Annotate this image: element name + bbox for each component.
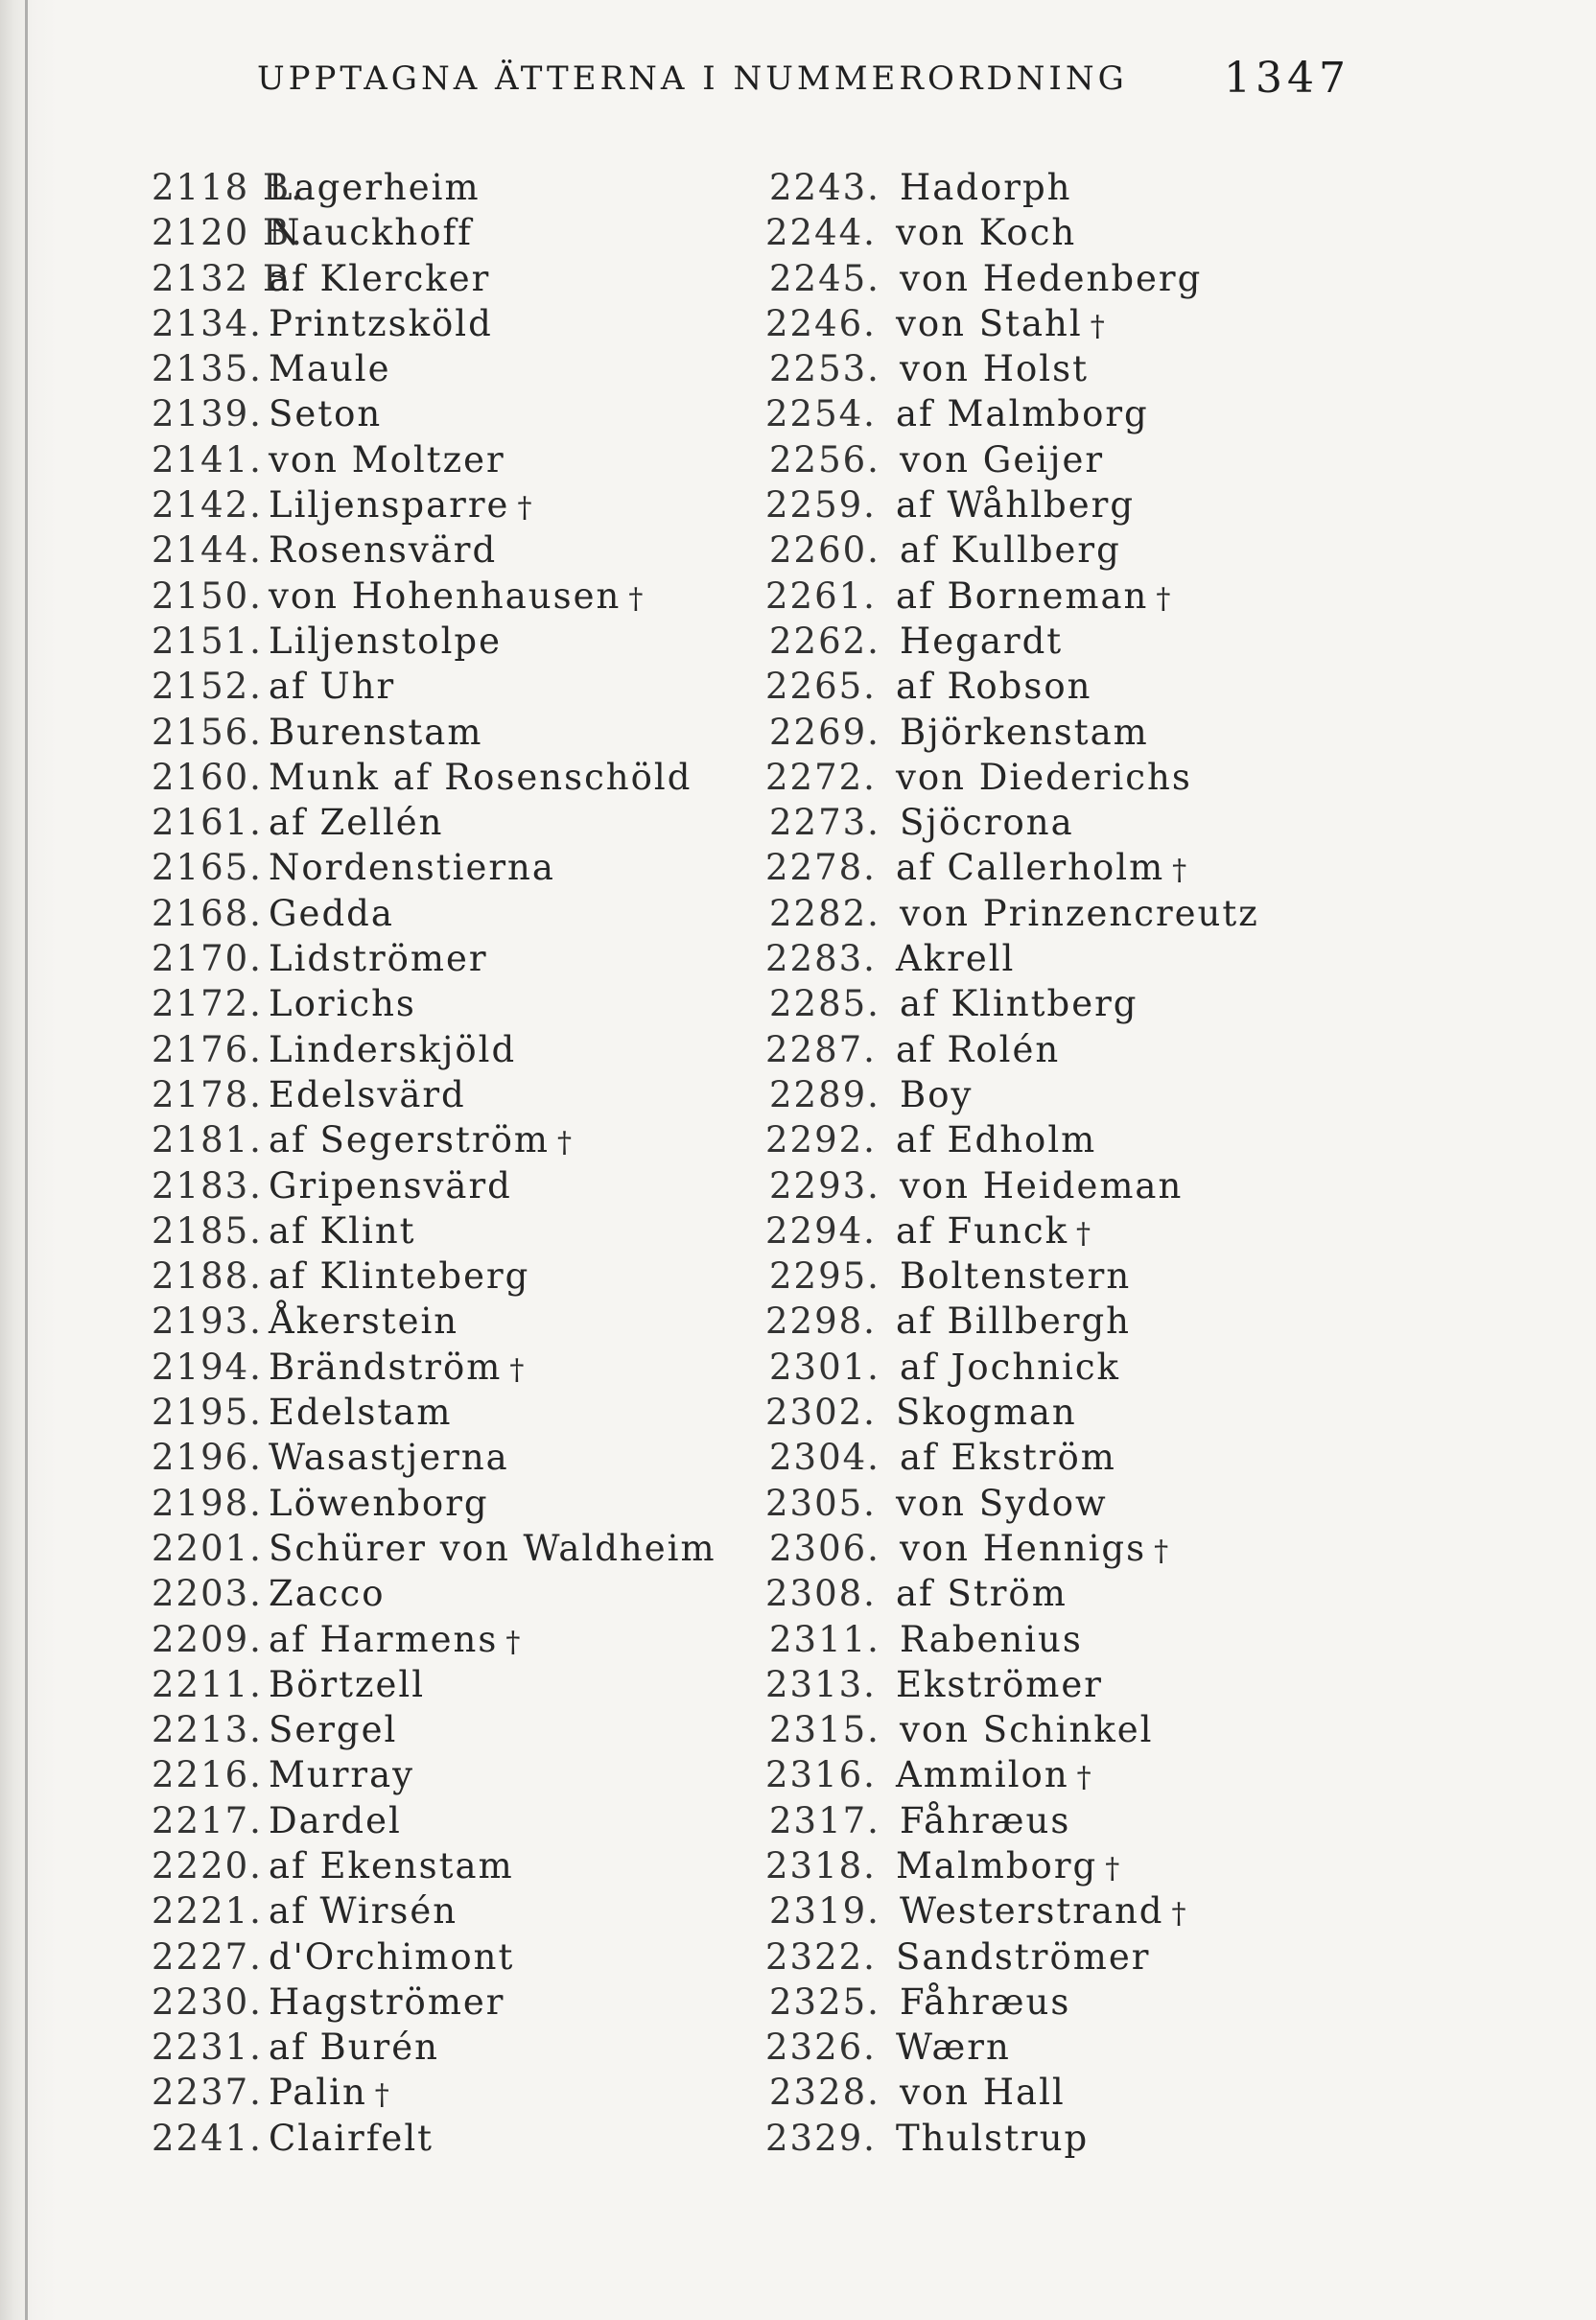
entry-number: 2217.	[152, 1799, 263, 1841]
entry-number: 2301.	[769, 1346, 880, 1388]
list-item	[152, 1117, 765, 1162]
entry-number: 2259.	[765, 484, 877, 527]
list-item	[765, 2070, 1303, 2115]
list-item	[765, 1390, 1303, 1435]
entry-number: 2170.	[152, 938, 263, 980]
extinct-dagger-icon: †	[1171, 1897, 1187, 1932]
entry-number: 2209.	[152, 1618, 263, 1660]
list-item	[765, 256, 1303, 301]
entry-name: af Klinteberg	[269, 1255, 530, 1298]
list-item	[765, 2116, 1303, 2161]
entry-number: 2194.	[152, 1346, 263, 1388]
entry-number: 2151.	[152, 620, 263, 662]
entry-name: af Robson	[896, 666, 1092, 708]
entry-name: von Hohenhausen	[269, 574, 622, 617]
entry-name: Munk af Rosenschöld	[269, 756, 692, 798]
entry-name: Ekströmer	[896, 1663, 1103, 1705]
extinct-dagger-icon: †	[1105, 1851, 1121, 1886]
list-item	[152, 1299, 765, 1344]
entry-number: 2203.	[152, 1573, 263, 1615]
entry-name: af Wåhlberg	[896, 484, 1136, 527]
list-item	[152, 1526, 765, 1571]
entry-number: 2326.	[765, 2027, 877, 2069]
extinct-dagger-icon: †	[517, 491, 533, 526]
page-header	[257, 54, 1350, 111]
entry-name: Zacco	[269, 1573, 386, 1615]
list-item	[765, 165, 1303, 210]
entry-number: 2142.	[152, 484, 263, 527]
entry-number: 2198.	[152, 1482, 263, 1524]
list-item	[765, 1072, 1303, 1117]
list-item	[765, 1752, 1303, 1797]
entry-number: 2141.	[152, 438, 263, 480]
entry-number: 2293.	[769, 1164, 880, 1207]
list-item	[765, 437, 1303, 482]
list-item	[152, 981, 765, 1026]
entry-name: Westerstrand	[900, 1890, 1164, 1933]
entry-number: 2221.	[152, 1890, 263, 1933]
entry-name: Malmborg	[896, 1844, 1098, 1886]
list-item	[765, 936, 1303, 981]
list-item	[765, 755, 1303, 800]
binding-line	[25, 0, 28, 2320]
entry-number: 2306.	[769, 1527, 880, 1569]
list-item	[765, 1798, 1303, 1843]
list-item	[152, 1571, 765, 1616]
list-item	[765, 1027, 1303, 1072]
list-item	[765, 1888, 1303, 1933]
extinct-dagger-icon: †	[628, 581, 645, 616]
entry-name: von Holst	[900, 348, 1090, 390]
list-item	[152, 845, 765, 890]
entry-number: 2265.	[765, 666, 877, 708]
list-item	[765, 1254, 1303, 1299]
entry-name: Palin	[269, 2072, 367, 2114]
entry-number: 2120 B.	[152, 212, 304, 254]
list-item	[765, 1208, 1303, 1254]
list-item	[765, 1707, 1303, 1752]
entry-number: 2317.	[769, 1799, 880, 1841]
entry-name: af Callerholm	[896, 847, 1165, 889]
entry-name: Sergel	[269, 1709, 398, 1751]
entry-name: Printzsköld	[269, 302, 493, 344]
list-item	[765, 1481, 1303, 1526]
entry-number: 2161.	[152, 802, 263, 844]
entry-name: Dardel	[269, 1799, 402, 1841]
list-item	[765, 2025, 1303, 2070]
entry-name: von Hennigs	[900, 1527, 1147, 1569]
entry-number: 2254.	[765, 393, 877, 435]
entry-number: 2292.	[765, 1119, 877, 1161]
entry-name: af Ström	[896, 1573, 1068, 1615]
entry-name: Lidströmer	[269, 938, 488, 980]
list-item	[765, 891, 1303, 936]
list-item	[152, 165, 765, 210]
entry-name: Sandströmer	[896, 1935, 1151, 1978]
list-item	[152, 391, 765, 436]
list-item	[152, 891, 765, 936]
entry-number: 2188.	[152, 1255, 263, 1298]
entry-name: Edelsvärd	[269, 1073, 466, 1115]
entry-name: af Klercker	[269, 257, 491, 299]
entry-number: 2295.	[769, 1255, 880, 1298]
entry-name: Nauckhoff	[269, 212, 473, 254]
entry-number: 2193.	[152, 1301, 263, 1343]
entry-number: 2302.	[765, 1392, 877, 1434]
entry-number: 2176.	[152, 1028, 263, 1070]
entry-name: Fåhræus	[900, 1799, 1071, 1841]
entry-name: von Prinzencreutz	[900, 892, 1259, 934]
entry-number: 2132 B.	[152, 257, 304, 299]
entry-number: 2261.	[765, 574, 877, 617]
entry-name: Wasastjerna	[269, 1437, 509, 1479]
entry-name: af Borneman	[896, 574, 1149, 617]
entry-name: Skogman	[896, 1392, 1077, 1434]
entry-number: 2152.	[152, 666, 263, 708]
entry-number: 2304.	[769, 1437, 880, 1479]
entry-name: Brändström	[269, 1346, 503, 1388]
entry-number: 2260.	[769, 529, 880, 572]
entry-name: af Klintberg	[900, 983, 1138, 1025]
entry-name: Boy	[900, 1073, 974, 1115]
list-item	[765, 210, 1303, 255]
entry-number: 2245.	[769, 257, 880, 299]
entry-number: 2144.	[152, 529, 263, 572]
entry-name: af Billbergh	[896, 1301, 1131, 1343]
entry-name: Gripensvärd	[269, 1164, 512, 1207]
entry-name: von Hall	[900, 2072, 1066, 2114]
right-column	[765, 165, 1303, 2161]
running-title: UPPTAGNA ÄTTERNA I NUMMERORDNING	[257, 59, 1128, 98]
list-item	[152, 1843, 765, 1888]
entry-number: 2269.	[769, 711, 880, 753]
entry-number: 2231.	[152, 2027, 263, 2069]
entry-name: Lorichs	[269, 983, 416, 1025]
list-item	[765, 845, 1303, 890]
list-item	[765, 664, 1303, 709]
entry-name: Rabenius	[900, 1618, 1083, 1660]
list-item	[152, 1435, 765, 1480]
entry-number: 2139.	[152, 393, 263, 435]
extinct-dagger-icon: †	[1090, 309, 1107, 343]
list-item	[152, 1390, 765, 1435]
list-item	[152, 2070, 765, 2115]
entry-number: 2287.	[765, 1028, 877, 1070]
list-item	[152, 301, 765, 346]
entry-number: 2318.	[765, 1844, 877, 1886]
entry-name: af Ekenstam	[269, 1844, 514, 1886]
entry-name: af Klint	[269, 1209, 416, 1252]
list-item	[765, 301, 1303, 346]
entry-number: 2241.	[152, 2117, 263, 2159]
list-item	[152, 664, 765, 709]
extinct-dagger-icon: †	[1172, 854, 1188, 888]
entry-name: von Stahl	[896, 302, 1083, 344]
list-item	[152, 1617, 765, 1662]
entry-name: Liljensparre	[269, 484, 510, 527]
entry-number: 2165.	[152, 847, 263, 889]
entry-name: Schürer von Waldheim	[269, 1527, 716, 1569]
entry-number: 2216.	[152, 1754, 263, 1796]
entry-number: 2316.	[765, 1754, 877, 1796]
list-item	[152, 1163, 765, 1208]
list-item	[765, 527, 1303, 573]
entry-number: 2272.	[765, 756, 877, 798]
entry-name: Murray	[269, 1754, 415, 1796]
list-item	[152, 1888, 765, 1933]
entry-number: 2315.	[769, 1709, 880, 1751]
entry-number: 2172.	[152, 983, 263, 1025]
list-item	[765, 1299, 1303, 1344]
entry-number: 2156.	[152, 711, 263, 753]
list-item	[765, 1163, 1303, 1208]
list-item	[152, 1208, 765, 1254]
entry-name: Boltenstern	[900, 1255, 1132, 1298]
entry-name: Björkenstam	[900, 711, 1149, 753]
list-item	[765, 1526, 1303, 1571]
entry-number: 2311.	[769, 1618, 880, 1660]
list-item	[765, 619, 1303, 664]
page-number: 1347	[1224, 54, 1350, 103]
list-item	[152, 936, 765, 981]
entry-number: 2237.	[152, 2072, 263, 2114]
entry-number: 2328.	[769, 2072, 880, 2114]
entry-number: 2256.	[769, 438, 880, 480]
entry-number: 2243.	[769, 167, 880, 208]
extinct-dagger-icon: †	[1076, 1761, 1093, 1795]
entry-name: Liljenstolpe	[269, 620, 502, 662]
entry-name: af Edholm	[896, 1119, 1097, 1161]
extinct-dagger-icon: †	[505, 1625, 522, 1659]
entry-name: Akrell	[896, 938, 1016, 980]
entry-name: d'Orchimont	[269, 1935, 515, 1978]
entry-name: af Malmborg	[896, 393, 1149, 435]
list-item	[152, 800, 765, 845]
list-item	[765, 981, 1303, 1026]
list-item	[152, 346, 765, 391]
list-item	[765, 1345, 1303, 1390]
entry-name: Hadorph	[900, 167, 1072, 208]
extinct-dagger-icon: †	[374, 2078, 391, 2113]
extinct-dagger-icon: †	[1076, 1216, 1092, 1251]
list-item	[765, 574, 1303, 619]
entry-name: Edelstam	[269, 1392, 453, 1434]
list-item	[152, 619, 765, 664]
entry-number: 2211.	[152, 1663, 263, 1705]
list-item	[765, 1571, 1303, 1616]
entry-name: Gedda	[269, 892, 394, 934]
list-item	[152, 1254, 765, 1299]
entry-number: 2244.	[765, 212, 877, 254]
entry-number: 2220.	[152, 1844, 263, 1886]
list-item	[152, 1980, 765, 2025]
entry-number: 2201.	[152, 1527, 263, 1569]
list-item	[152, 437, 765, 482]
entry-name: Nordenstierna	[269, 847, 555, 889]
entry-name: af Jochnick	[900, 1346, 1120, 1388]
entry-number: 2283.	[765, 938, 877, 980]
extinct-dagger-icon: †	[1156, 581, 1172, 616]
left-column	[152, 165, 765, 2161]
list-item	[152, 710, 765, 755]
list-item	[765, 1934, 1303, 1980]
entry-name: Ammilon	[896, 1754, 1069, 1796]
entry-name: af Kullberg	[900, 529, 1121, 572]
entry-name: Åkerstein	[269, 1301, 459, 1343]
list-item	[152, 527, 765, 573]
entry-name: af Funck	[896, 1209, 1068, 1252]
entry-number: 2253.	[769, 348, 880, 390]
list-item	[152, 755, 765, 800]
list-item	[765, 1117, 1303, 1162]
list-item	[765, 1662, 1303, 1707]
list-item	[152, 1707, 765, 1752]
entry-name: af Burén	[269, 2027, 439, 2069]
list-item	[152, 210, 765, 255]
entry-name: Burenstam	[269, 711, 483, 753]
entry-name: von Sydow	[896, 1482, 1108, 1524]
entry-name: Fåhræus	[900, 1980, 1071, 2023]
list-item	[765, 1843, 1303, 1888]
entry-number: 2213.	[152, 1709, 263, 1751]
entry-name: Hegardt	[900, 620, 1064, 662]
list-item	[152, 1662, 765, 1707]
list-item	[765, 1980, 1303, 2025]
entry-number: 2181.	[152, 1119, 263, 1161]
entry-name: Lagerheim	[269, 167, 481, 208]
entry-number: 2278.	[765, 847, 877, 889]
entry-number: 2273.	[769, 802, 880, 844]
entry-number: 2150.	[152, 574, 263, 617]
entry-number: 2319.	[769, 1890, 880, 1933]
list-item	[152, 1798, 765, 1843]
entry-name: Linderskjöld	[269, 1028, 517, 1070]
entry-name: af Uhr	[269, 666, 396, 708]
entry-number: 2298.	[765, 1301, 877, 1343]
entry-name: af Wirsén	[269, 1890, 458, 1933]
entry-name: Löwenborg	[269, 1482, 489, 1524]
entry-number: 2246.	[765, 302, 877, 344]
entry-name: Hagströmer	[269, 1980, 505, 2023]
entry-number: 2322.	[765, 1935, 877, 1978]
entry-number: 2329.	[765, 2117, 877, 2159]
entry-name: af Ekström	[900, 1437, 1116, 1479]
entry-name: Seton	[269, 393, 383, 435]
entry-number: 2183.	[152, 1164, 263, 1207]
list-item	[152, 1027, 765, 1072]
entry-number: 2134.	[152, 302, 263, 344]
binding-shadow	[0, 0, 58, 2320]
entry-number: 2262.	[769, 620, 880, 662]
entry-number: 2308.	[765, 1573, 877, 1615]
entry-number: 2118 B.	[152, 167, 304, 208]
list-item	[152, 1934, 765, 1980]
entry-name: von Schinkel	[900, 1709, 1154, 1751]
entry-number: 2178.	[152, 1073, 263, 1115]
list-item	[765, 710, 1303, 755]
entry-number: 2285.	[769, 983, 880, 1025]
list-item	[152, 256, 765, 301]
list-item	[152, 2116, 765, 2161]
entry-number: 2227.	[152, 1935, 263, 1978]
list-item	[765, 1435, 1303, 1480]
entry-name: af Harmens	[269, 1618, 499, 1660]
extinct-dagger-icon: †	[556, 1126, 574, 1160]
entry-name: von Geijer	[900, 438, 1105, 480]
entry-number: 2230.	[152, 1980, 263, 2023]
entry-name: von Moltzer	[269, 438, 505, 480]
entry-number: 2282.	[769, 892, 880, 934]
list-item	[152, 1345, 765, 1390]
entry-number: 2313.	[765, 1663, 877, 1705]
list-item	[152, 482, 765, 527]
entry-number: 2325.	[769, 1980, 880, 2023]
extinct-dagger-icon: †	[1154, 1534, 1170, 1568]
entry-name: Maule	[269, 348, 391, 390]
entry-name: af Rolén	[896, 1028, 1061, 1070]
entry-name: Rosensvärd	[269, 529, 498, 572]
entry-number: 2289.	[769, 1073, 880, 1115]
entry-name: Thulstrup	[896, 2117, 1090, 2159]
entry-name: von Heideman	[900, 1164, 1184, 1207]
entry-number: 2185.	[152, 1209, 263, 1252]
entry-number: 2196.	[152, 1437, 263, 1479]
entry-name: Clairfelt	[269, 2117, 434, 2159]
list-item	[152, 1481, 765, 1526]
entry-number: 2195.	[152, 1392, 263, 1434]
entry-number: 2305.	[765, 1482, 877, 1524]
entry-name: Börtzell	[269, 1663, 426, 1705]
entry-name: af Zellén	[269, 802, 444, 844]
list-item	[765, 391, 1303, 436]
entry-number: 2160.	[152, 756, 263, 798]
list-item	[152, 574, 765, 619]
entry-number: 2294.	[765, 1209, 877, 1252]
entry-number: 2135.	[152, 348, 263, 390]
list-item	[765, 1617, 1303, 1662]
entry-name: Wærn	[896, 2027, 1011, 2069]
entry-number: 2168.	[152, 892, 263, 934]
list-item	[765, 800, 1303, 845]
entry-name: von Hedenberg	[900, 257, 1203, 299]
list-item	[152, 1752, 765, 1797]
entry-name: von Koch	[896, 212, 1077, 254]
entry-name: Sjöcrona	[900, 802, 1074, 844]
entry-name: af Segerström	[269, 1119, 550, 1161]
list-item	[152, 2025, 765, 2070]
list-item	[152, 1072, 765, 1117]
entry-name: von Diederichs	[896, 756, 1192, 798]
list-item	[765, 482, 1303, 527]
list-item	[765, 346, 1303, 391]
extinct-dagger-icon: †	[509, 1352, 526, 1387]
